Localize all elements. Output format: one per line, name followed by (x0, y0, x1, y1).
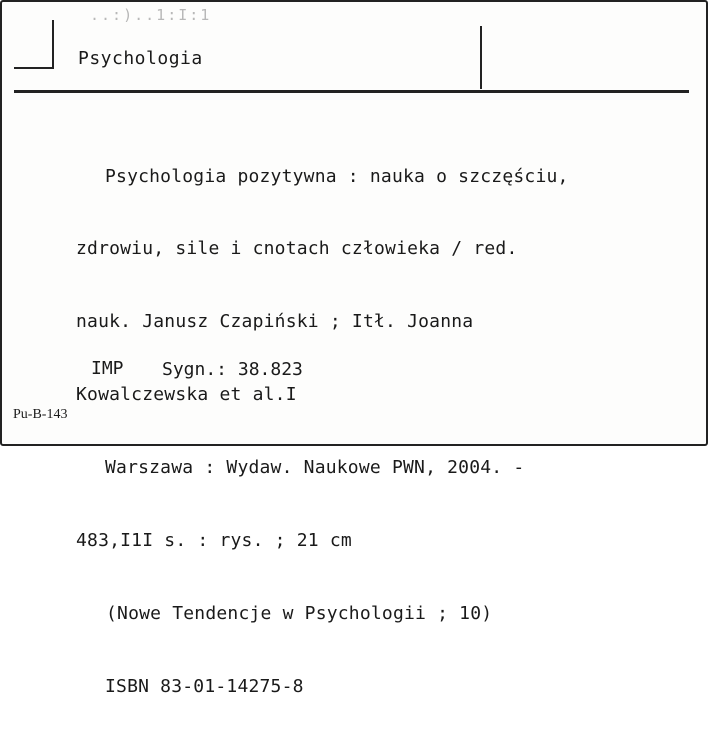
entry-line-series: (Nowe Tendencje w Psychologii ; 10) (106, 602, 493, 624)
corner-bracket-vertical (52, 20, 54, 68)
horizontal-rule (14, 90, 689, 93)
entry-line-translator: Kowalczewska et al.I (76, 384, 297, 406)
entry-line-title-cont: zdrowiu, sile i cnotach człowieka / red. (76, 238, 518, 260)
entry-line-title: Psychologia pozytywna : nauka o szczęściu, (105, 165, 569, 187)
call-number: Sygn.: 38.823 (162, 359, 303, 380)
entry-line-publisher: Warszawa : Wydaw. Naukowe PWN, 2004. - (105, 457, 525, 479)
imp-label: IMP (91, 358, 124, 379)
faint-stamp-text: ..:)..1:I:1 (90, 6, 212, 24)
entry-line-isbn: ISBN 83-01-14275-8 (105, 675, 304, 697)
corner-bracket-horizontal (14, 67, 54, 69)
bibliographic-entry (76, 116, 686, 748)
card-code: Pu-B-143 (13, 407, 68, 422)
entry-line-pages: 483,I1I s. : rys. ; 21 cm (76, 530, 352, 552)
subject-heading: Psychologia (78, 48, 203, 69)
entry-line-editor: nauk. Janusz Czapiński ; Itł. Joanna (76, 311, 474, 333)
vertical-divider (480, 26, 482, 89)
